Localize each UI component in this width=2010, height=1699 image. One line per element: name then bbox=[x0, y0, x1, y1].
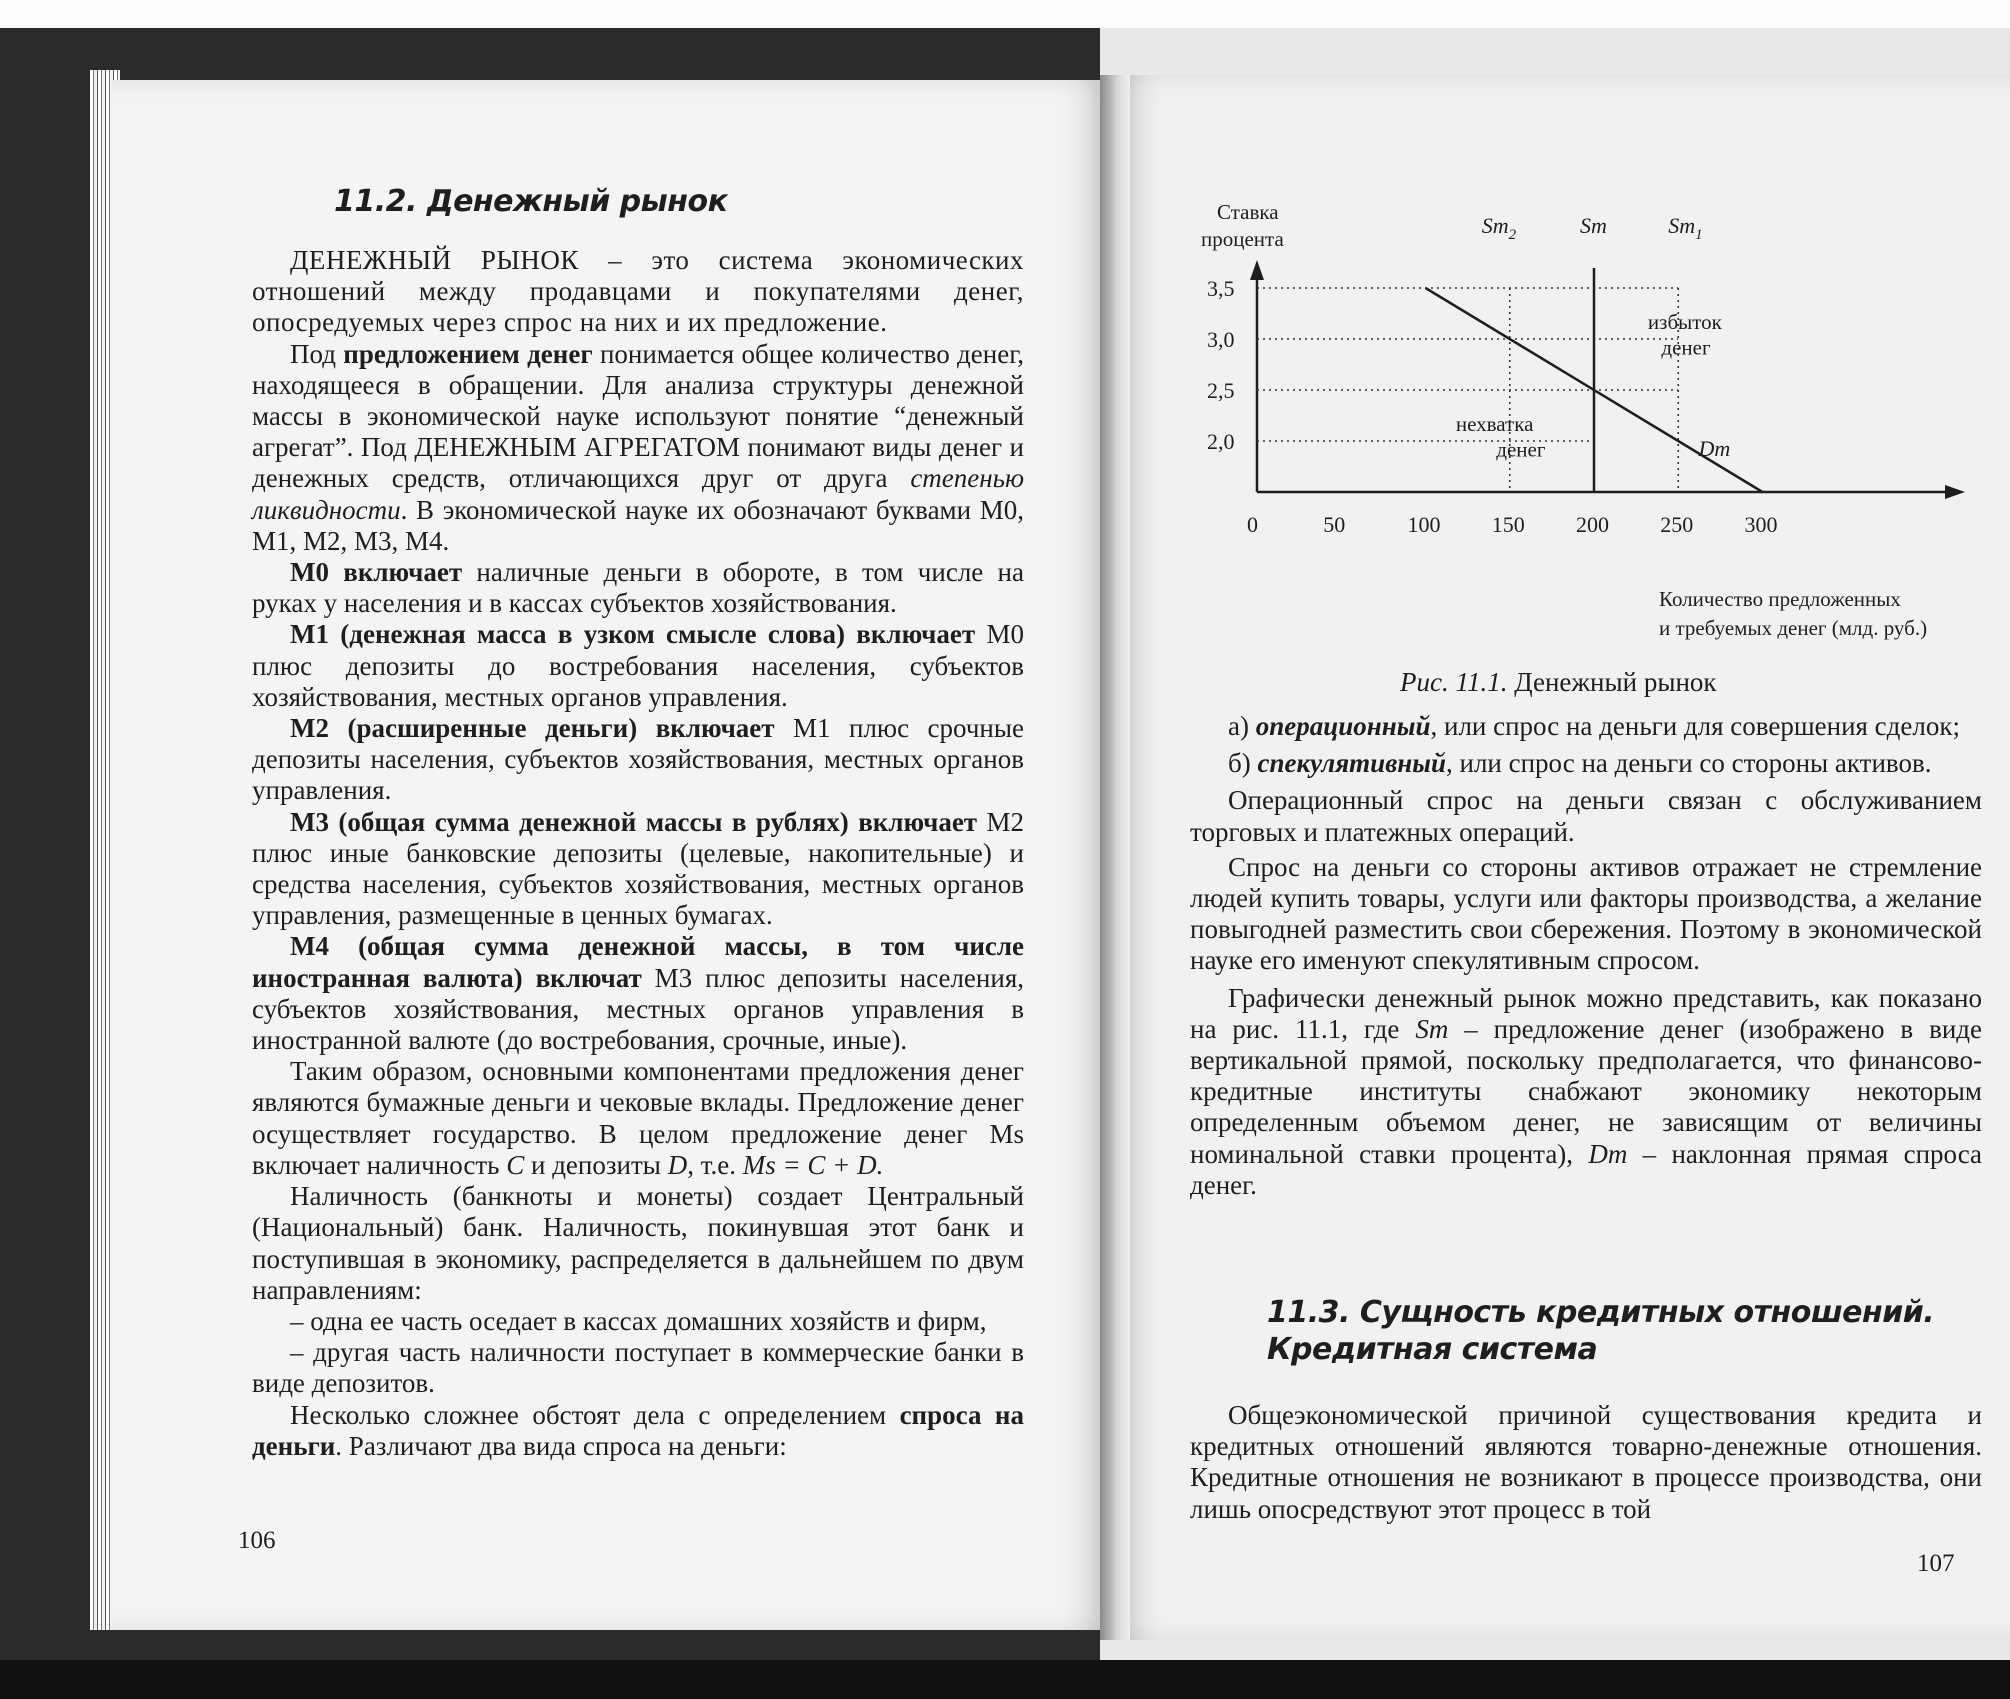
paragraph-m1: М1 (денежная масса в узком смысле слова) включает М0 плюс депозиты до востребования населения, субъектов хозяйствования, местных органов управления. bbox=[252, 619, 1024, 712]
x-tick-label: 0 bbox=[1247, 512, 1258, 537]
y-tick-label: 2,0 bbox=[1207, 429, 1235, 454]
dotted-grid bbox=[1257, 288, 1678, 492]
y-axis-arrow bbox=[1250, 260, 1264, 280]
x-tick-label: 150 bbox=[1491, 512, 1525, 537]
paragraph-operational-demand: Операционный спрос на деньги связан с обслуживанием торговых и платежных операций. bbox=[1190, 785, 1982, 847]
x-tick-label: 200 bbox=[1576, 512, 1609, 537]
series-label-sm1: $Sm_1$ bbox=[1668, 213, 1703, 243]
paragraph-cash: Наличность (банкноты и монеты) создает Центральный (Национальный) банк. Наличность, покинувшая этот банк и поступившая в экономику, распределяется в дальнейшем по двум направлениям: bbox=[252, 1181, 1024, 1305]
paragraph-asset-demand: Спрос на деньги со стороны активов отражает не стремление людей купить товары, услуги или факторы производства, а желание повыгодней разместить свои сбережения. Поэтому в экономической науке его именуют спекулятивным спросом. bbox=[1190, 851, 1982, 976]
x-tick-label: 300 bbox=[1744, 512, 1778, 537]
paragraph-m0: М0 включает наличные деньги в обороте, в том числе на руках у населения и в кассах субъектов хозяйствования. bbox=[252, 557, 1024, 619]
y-tick-label: 2,5 bbox=[1207, 378, 1235, 403]
scan-bottom-border bbox=[0, 1660, 2010, 1699]
paragraph-m2: М2 (расширенные деньги) включает М1 плюс срочные депозиты населения, субъектов хозяйствования, местных органов управления. bbox=[252, 713, 1024, 806]
x-tick-label: 100 bbox=[1407, 512, 1441, 537]
scan-top-border bbox=[0, 0, 2010, 28]
right-page-text bbox=[1190, 711, 1982, 1201]
section-heading-11-2: 11.2. Денежный рынок bbox=[334, 184, 728, 219]
axes bbox=[1250, 260, 1965, 499]
excess-money-annotation: избыток денег bbox=[1647, 309, 1722, 360]
right-page-text-bottom bbox=[1190, 1400, 1982, 1525]
series-label-dm: Dm bbox=[1698, 436, 1731, 462]
paragraph-demand: Несколько сложнее обстоят дела с определением спроса на деньги. Различают два вида спроса на деньги: bbox=[252, 1399, 1024, 1461]
y-tick-label: 3,5 bbox=[1207, 276, 1235, 301]
paragraph-m3: М3 (общая сумма денежной массы в рублях) включает М2 плюс иные банковские депозиты (целевые, накопительные) и средства населения, субъектов хозяйствования, местных органов управления, размещенные в ценных бумагах. bbox=[252, 806, 1024, 931]
money-shortage-annotation: нехватка денег bbox=[1455, 411, 1546, 462]
paragraph-credit: Общеэкономической причиной существования кредита и кредитных отношений являются товарно-денежные отношения. Кредитные отношения не возникают в процессе производства, они лишь опосредствуют этот процесс в той bbox=[1190, 1400, 1982, 1524]
y-axis-title: Ставка процента bbox=[1201, 200, 1284, 251]
paragraph-components: Таким образом, основными компонентами предложения денег являются бумажные деньги и чековые вклады. Предложение денег осуществляет государство. В целом предложение денег Ms включает наличность C и депозиты D, т.е. Ms = C + D. bbox=[252, 1056, 1024, 1180]
paragraph-money-supply: Под предложением денег понимается общее количество денег, находящееся в обращении. Для анализа структуры денежной массы в экономической науке используют понятие “денежный агрегат”. Под ДЕНЕЖНЫМ АГРЕГАТОМ понимают виды денег и денежных средств, отличающихся друг от друга степенью ликвидности. В экономической науке их обозначают буквами М0, М1, М2, М3, М4. bbox=[252, 338, 1024, 556]
item-speculative: б) спекулятивный, или спрос на деньги со стороны активов. bbox=[1228, 748, 1932, 779]
y-tick-label: 3,0 bbox=[1207, 327, 1235, 352]
series-label-sm: Sm bbox=[1580, 213, 1607, 238]
paragraph-dash-1: – одна ее часть оседает в кассах домашних хозяйств и фирм, bbox=[290, 1305, 987, 1336]
page-number-left: 106 bbox=[238, 1527, 276, 1554]
book-gutter bbox=[1100, 75, 1130, 1640]
section-heading-11-3-line1: 11.3. Сущность кредитных отношений. bbox=[1267, 1295, 1935, 1330]
paragraph-m4: М4 (общая сумма денежной массы, в том числе иностранная валюта) включат М3 плюс депозиты населения, субъектов хозяйствования, местных органов управления в иностранной валюте (до востребования, срочные, иные). bbox=[252, 931, 1024, 1056]
figure-caption: Рис. 11.1. Денежный рынок bbox=[1400, 667, 1717, 697]
section-heading-11-3-line2: Кредитная система bbox=[1267, 1332, 1598, 1367]
series-label-sm2: $Sm_2$ bbox=[1481, 213, 1517, 243]
paragraph-graphical: Графически денежный рынок можно представить, как показано на рис. 11.1, где Sm – предложение денег (изображено в виде вертикальной прямой, поскольку предполагается, что финансово-кредитные институты снабжают экономику некоторым определенным объемом денег, не зависящим от величины номинальной ставки процента), Dm – наклонная прямая спроса денег. bbox=[1190, 982, 1982, 1200]
x-axis-title: Количество предложенных и требуемых денег (млд. руб.) bbox=[1659, 587, 1928, 640]
paragraph-definition: ДЕНЕЖНЫЙ РЫНОК – это система экономических отношений между продавцами и покупателями денег, опосредуемых через спрос на них и их предложение. bbox=[252, 245, 1024, 338]
left-page bbox=[112, 80, 1112, 1630]
tick-labels bbox=[1207, 213, 1778, 537]
left-page-text bbox=[252, 245, 1024, 1462]
paragraph-dash-2: – другая часть наличности поступает в коммерческие банки в виде депозитов. bbox=[252, 1337, 1024, 1399]
x-tick-label: 250 bbox=[1660, 512, 1694, 537]
item-operational: а) операционный, или спрос на деньги для совершения сделок; bbox=[1228, 711, 1960, 741]
x-axis-arrow bbox=[1945, 485, 1965, 499]
money-market-chart bbox=[1195, 190, 1995, 660]
page-number-right: 107 bbox=[1917, 1550, 1955, 1577]
x-tick-label: 50 bbox=[1323, 512, 1346, 537]
